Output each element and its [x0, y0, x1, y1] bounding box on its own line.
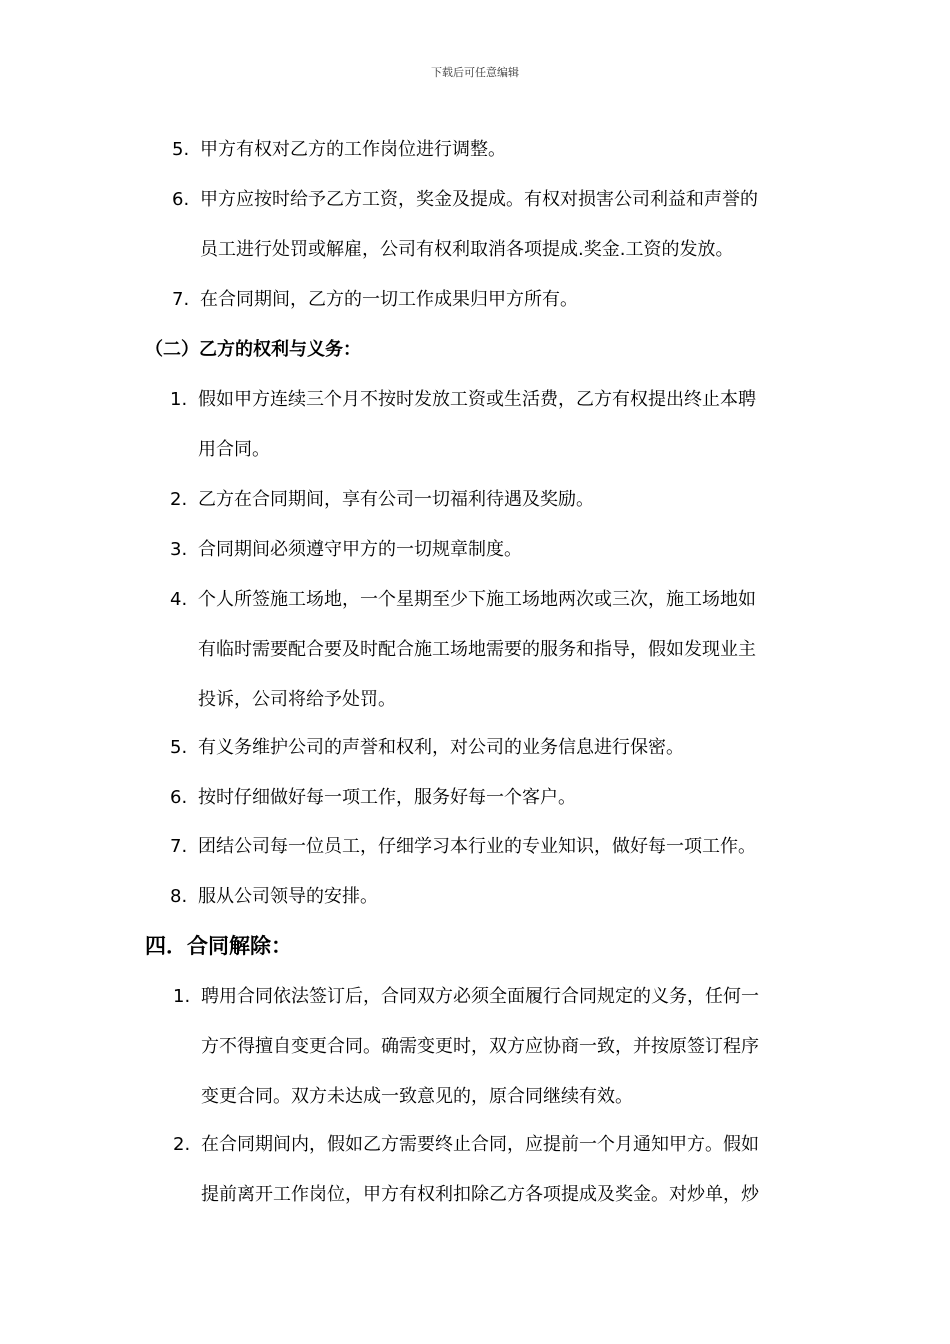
item-text: 变更合同。双方未达成一致意见的，原合同继续有效。	[201, 1086, 633, 1107]
item-text: 乙方在合同期间，享有公司一切福利待遇及奖励。	[198, 489, 594, 510]
item-text: 个人所签施工场地，一个星期至少下施工场地两次或三次，施工场地如	[198, 589, 756, 610]
list-item	[170, 475, 810, 525]
list-item	[170, 525, 810, 575]
item-text: 假如甲方连续三个月不按时发放工资或生活费，乙方有权提出终止本聘	[198, 389, 756, 410]
item-number: 6.	[172, 189, 190, 210]
list-item	[170, 822, 810, 872]
item-text: 按时仔细做好每一项工作，服务好每一个客户。	[198, 787, 576, 808]
item-number: 2.	[170, 489, 188, 510]
item-text: 员工进行处罚或解雇，公司有权利取消各项提成.奖金.工资的发放。	[200, 239, 734, 260]
item-text: 甲方应按时给予乙方工资，奖金及提成。有权对损害公司利益和声誉的	[200, 189, 758, 210]
item-number: 2.	[173, 1134, 191, 1155]
list-item	[173, 1120, 813, 1220]
list-item	[170, 723, 810, 773]
item-text: 在合同期间内，假如乙方需要终止合同，应提前一个月通知甲方。假如	[201, 1134, 759, 1155]
section-heading: 四．合同解除：	[145, 934, 292, 958]
list-item	[172, 125, 812, 175]
list-item	[172, 175, 812, 275]
sub-heading: （二）乙方的权利与义务：	[145, 339, 361, 360]
item-number: 5.	[172, 139, 190, 160]
item-text: 团结公司每一位员工，仔细学习本行业的专业知识，做好每一项工作。	[198, 836, 756, 857]
item-number: 5.	[170, 737, 188, 758]
item-number: 1.	[170, 389, 188, 410]
item-text: 服从公司领导的安排。	[198, 886, 378, 907]
item-text: 有临时需要配合要及时配合施工场地需要的服务和指导，假如发现业主	[198, 639, 756, 660]
list-item	[170, 773, 810, 823]
item-text: 用合同。	[198, 439, 270, 460]
item-number: 1.	[173, 986, 191, 1007]
item-text: 方不得擅自变更合同。确需变更时，双方应协商一致，并按原签订程序	[201, 1036, 759, 1057]
page-header: 下载后可任意编辑	[431, 66, 519, 79]
item-number: 4.	[170, 589, 188, 610]
list-item	[170, 375, 810, 475]
list-item	[172, 275, 812, 325]
list-item	[170, 872, 810, 922]
item-text: 在合同期间，乙方的一切工作成果归甲方所有。	[200, 289, 578, 310]
item-text: 聘用合同依法签订后，合同双方必须全面履行合同规定的义务，任何一	[201, 986, 759, 1007]
item-number: 7.	[170, 836, 188, 857]
list-item	[173, 972, 813, 1122]
item-text: 合同期间必须遵守甲方的一切规章制度。	[198, 539, 522, 560]
item-number: 6.	[170, 787, 188, 808]
item-number: 3.	[170, 539, 188, 560]
list-item	[170, 575, 810, 725]
item-text: 甲方有权对乙方的工作岗位进行调整。	[200, 139, 506, 160]
item-text: 提前离开工作岗位，甲方有权利扣除乙方各项提成及奖金。对炒单，炒	[201, 1184, 759, 1205]
item-text: 投诉，公司将给予处罚。	[198, 689, 396, 710]
item-number: 7.	[172, 289, 190, 310]
item-number: 8.	[170, 886, 188, 907]
item-text: 有义务维护公司的声誉和权利，对公司的业务信息进行保密。	[198, 737, 684, 758]
